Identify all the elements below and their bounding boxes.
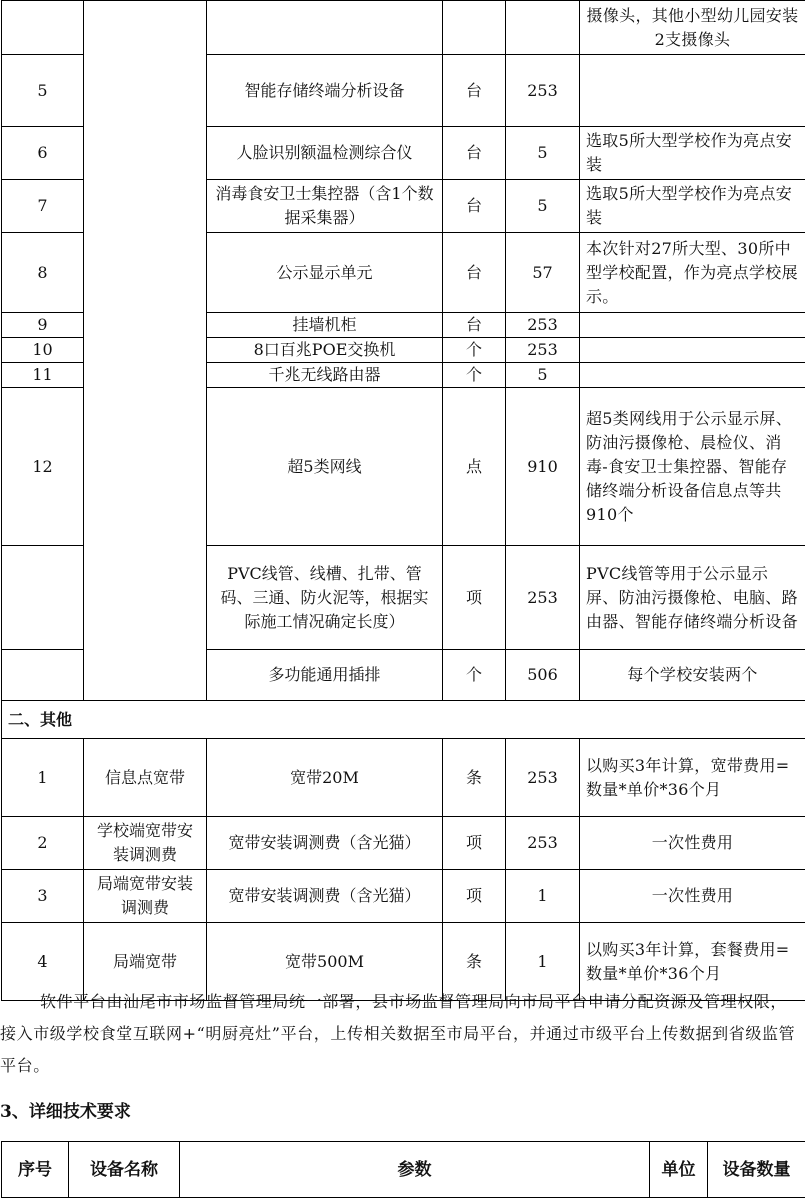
device-name: 宽带安装调测费（含光猫） bbox=[207, 870, 443, 923]
quantity-cell: 1 bbox=[506, 923, 580, 1001]
category-cell: 局端宽带 bbox=[84, 923, 207, 1001]
quantity-cell: 506 bbox=[506, 650, 580, 701]
row-number: 1 bbox=[2, 739, 84, 817]
quantity-cell: 253 bbox=[506, 739, 580, 817]
unit-cell: 个 bbox=[443, 338, 506, 363]
note-cell: 以购买3年计算，宽带费用=数量*单价*36个月 bbox=[580, 739, 805, 817]
header-params: 参数 bbox=[180, 1142, 650, 1198]
device-name: 宽带安装调测费（含光猫） bbox=[207, 817, 443, 870]
table-header-row bbox=[2, 1142, 805, 1198]
device-name: 多功能通用插排 bbox=[207, 650, 443, 701]
device-name: 公示显示单元 bbox=[207, 233, 443, 313]
section-title: 二、其他 bbox=[2, 701, 805, 739]
quantity-cell: 253 bbox=[506, 338, 580, 363]
device-name: 消毒食安卫士集控器（含1个数据采集器） bbox=[207, 180, 443, 233]
quantity-cell: 5 bbox=[506, 127, 580, 180]
quantity-cell: 910 bbox=[506, 388, 580, 546]
device-name: 千兆无线路由器 bbox=[207, 363, 443, 388]
table-row bbox=[2, 1, 805, 55]
unit-cell: 台 bbox=[443, 55, 506, 127]
table-row bbox=[2, 870, 805, 923]
header-unit: 单位 bbox=[650, 1142, 708, 1198]
unit-cell: 条 bbox=[443, 739, 506, 817]
row-number: 7 bbox=[2, 180, 84, 233]
unit-cell: 点 bbox=[443, 388, 506, 546]
unit-cell: 台 bbox=[443, 127, 506, 180]
row-number: 12 bbox=[2, 388, 84, 546]
note-cell: 一次性费用 bbox=[580, 817, 805, 870]
unit-cell: 个 bbox=[443, 363, 506, 388]
unit-cell: 台 bbox=[443, 313, 506, 338]
device-name: 挂墙机柜 bbox=[207, 313, 443, 338]
device-name: 人脸识别额温检测综合仪 bbox=[207, 127, 443, 180]
unit-cell: 条 bbox=[443, 923, 506, 1001]
row-number: 10 bbox=[2, 338, 84, 363]
device-name: 智能存储终端分析设备 bbox=[207, 55, 443, 127]
note-cell bbox=[580, 338, 805, 363]
header-qty: 设备数量 bbox=[708, 1142, 805, 1198]
row-number: 8 bbox=[2, 233, 84, 313]
row-number: 2 bbox=[2, 817, 84, 870]
quantity-cell: 253 bbox=[506, 313, 580, 338]
row-number: 9 bbox=[2, 313, 84, 338]
row-number: 3 bbox=[2, 870, 84, 923]
row-number bbox=[2, 650, 84, 701]
quantity-cell: 1 bbox=[506, 870, 580, 923]
note-cell: 摄像头，其他小型幼儿园安装2支摄像头 bbox=[580, 1, 805, 55]
table-row bbox=[2, 739, 805, 817]
device-name: 宽带20M bbox=[207, 739, 443, 817]
header-name: 设备名称 bbox=[69, 1142, 180, 1198]
device-name: 宽带500M bbox=[207, 923, 443, 1001]
unit-cell: 台 bbox=[443, 233, 506, 313]
quantity-cell: 253 bbox=[506, 546, 580, 650]
quantity-cell: 5 bbox=[506, 180, 580, 233]
device-name: 超5类网线 bbox=[207, 388, 443, 546]
tech-spec-table bbox=[1, 1141, 805, 1198]
note-cell: 以购买3年计算，套餐费用=数量*单价*36个月 bbox=[580, 923, 805, 1001]
unit-cell: 项 bbox=[443, 546, 506, 650]
table-row bbox=[2, 817, 805, 870]
note-cell: 选取5所大型学校作为亮点安装 bbox=[580, 180, 805, 233]
note-cell bbox=[580, 55, 805, 127]
row-number bbox=[2, 546, 84, 650]
row-number: 6 bbox=[2, 127, 84, 180]
note-cell: PVC线管等用于公示显示屏、防油污摄像枪、电脑、路由器、智能存储终端分析设备 bbox=[580, 546, 805, 650]
note-cell: 每个学校安装两个 bbox=[580, 650, 805, 701]
note-cell bbox=[580, 313, 805, 338]
note-cell bbox=[580, 363, 805, 388]
paragraph-block: 软件平台由汕尾市市场监督管理局统一部署，县市场监督管理局向市局平台申请分配资源及管理权限，接入市级学校食堂互联网+“明厨亮灶”平台，上传相关数据至市局平台，并通过市级平台上传数据到省级监管平台。 bbox=[0, 986, 800, 1082]
equipment-table bbox=[1, 0, 805, 1001]
header-no: 序号 bbox=[2, 1142, 69, 1198]
row-number: 11 bbox=[2, 363, 84, 388]
note-cell: 选取5所大型学校作为亮点安装 bbox=[580, 127, 805, 180]
unit-cell: 项 bbox=[443, 817, 506, 870]
quantity-cell: 5 bbox=[506, 363, 580, 388]
unit-cell: 个 bbox=[443, 650, 506, 701]
note-cell: 一次性费用 bbox=[580, 870, 805, 923]
category-cell: 局端宽带安装调测费 bbox=[84, 870, 207, 923]
section-header-row bbox=[2, 701, 805, 739]
quantity-cell: 253 bbox=[506, 817, 580, 870]
category-cell bbox=[84, 1, 207, 701]
row-number: 4 bbox=[2, 923, 84, 1001]
unit-cell: 台 bbox=[443, 180, 506, 233]
section-heading: 3、详细技术要求 bbox=[0, 1096, 800, 1128]
note-cell: 超5类网线用于公示显示屏、防油污摄像枪、晨检仪、消毒-食安卫士集控器、智能存储终端分析设备信息点等共910个 bbox=[580, 388, 805, 546]
category-cell: 学校端宽带安装调测费 bbox=[84, 817, 207, 870]
device-name: 8口百兆POE交换机 bbox=[207, 338, 443, 363]
quantity-cell: 57 bbox=[506, 233, 580, 313]
note-cell: 本次针对27所大型、30所中型学校配置，作为亮点学校展示。 bbox=[580, 233, 805, 313]
row-number: 5 bbox=[2, 55, 84, 127]
unit-cell: 项 bbox=[443, 870, 506, 923]
category-cell: 信息点宽带 bbox=[84, 739, 207, 817]
quantity-cell: 253 bbox=[506, 55, 580, 127]
device-name: PVC线管、线槽、扎带、管码、三通、防火泥等，根据实际施工情况确定长度） bbox=[207, 546, 443, 650]
